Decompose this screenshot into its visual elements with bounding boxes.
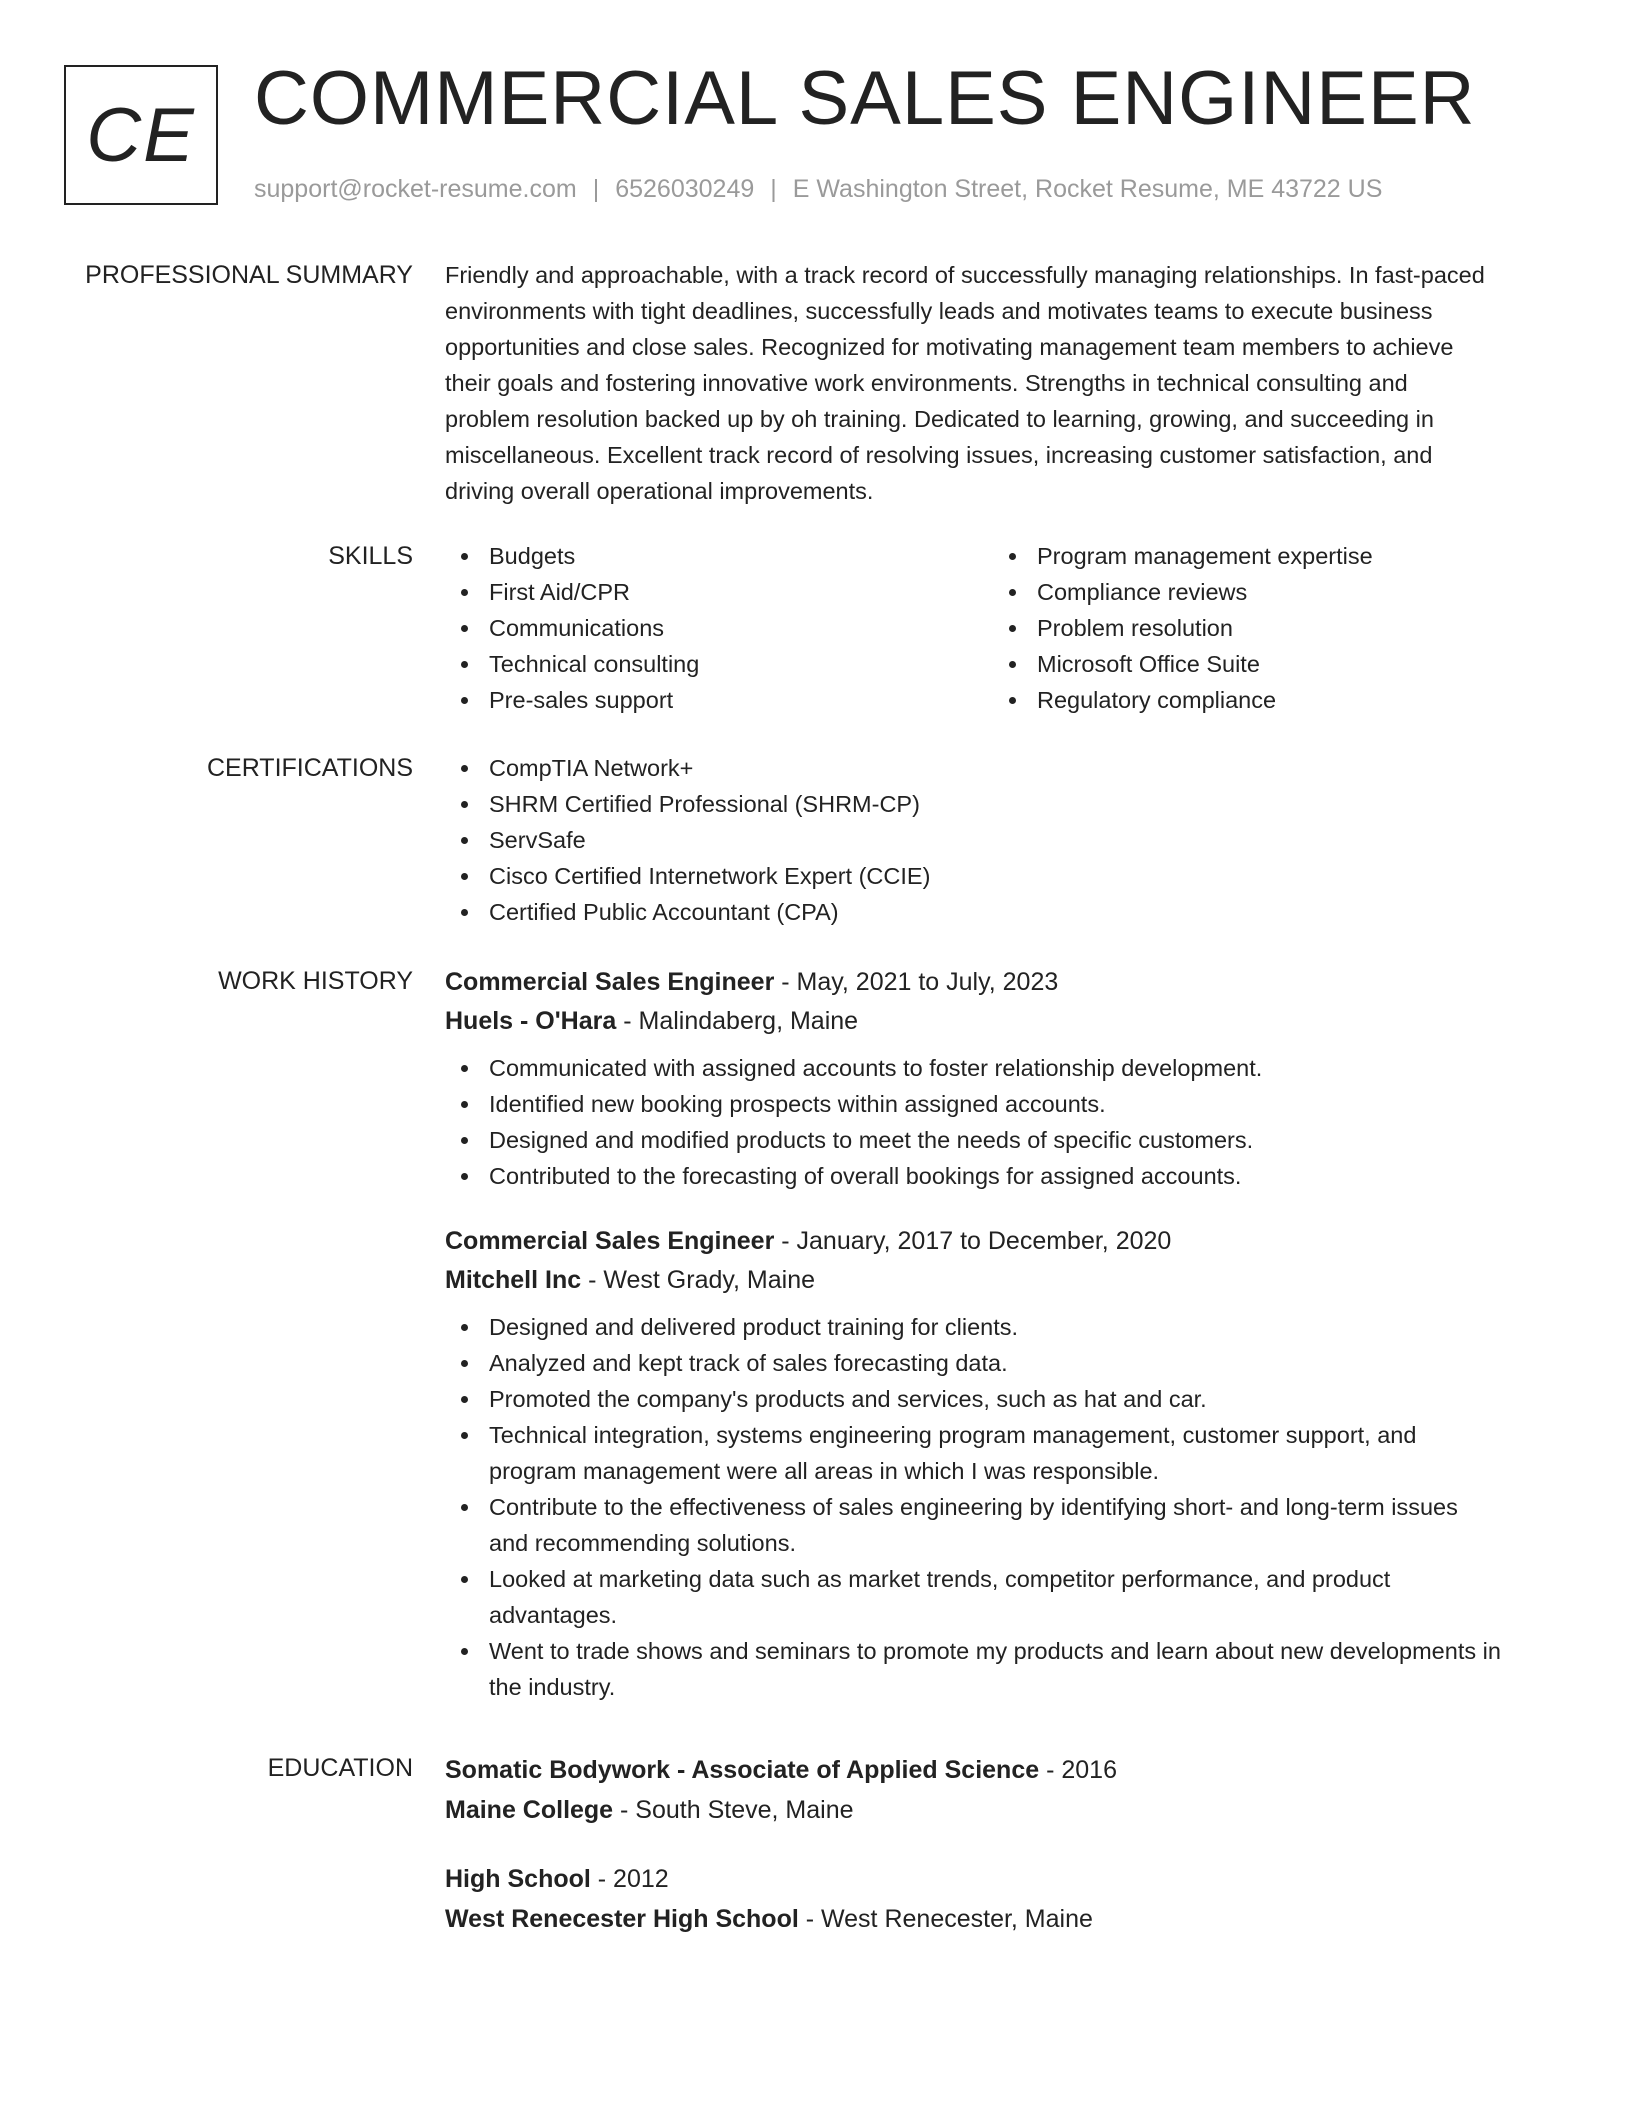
job-bullet-line: Went to trade shows and seminars to promote my products and learn about new developments in <box>489 1638 1501 1664</box>
education-school-line <box>445 1790 1555 1830</box>
job-bullet-line: Looked at marketing data such as market trends, competitor performance, and product <box>489 1566 1391 1592</box>
summary-line: their goals and fostering innovative work environments. Strengths in technical consulting and <box>445 370 1408 396</box>
certification-item: CompTIA Network+ <box>445 750 1555 786</box>
certification-item: Certified Public Accountant (CPA) <box>445 894 1555 930</box>
education-location: - South Steve, Maine <box>613 1796 854 1824</box>
certification-item: Cisco Certified Internetwork Expert (CCIE) <box>445 858 1555 894</box>
job-bullet-line: Designed and delivered product training for clients. <box>489 1314 1019 1340</box>
job-bullet-line: the industry. <box>489 1674 616 1700</box>
job-company-line <box>445 1260 1555 1300</box>
skill-item: Problem resolution <box>993 610 1541 646</box>
job-bullet-line: Analyzed and kept track of sales forecasting data. <box>489 1350 1008 1376</box>
skill-item: Microsoft Office Suite <box>993 646 1541 682</box>
education-school: Maine College <box>445 1796 614 1824</box>
certifications-list <box>445 750 1555 930</box>
skills-grid <box>445 538 1555 718</box>
job-company: Huels - O'Hara <box>445 1007 617 1035</box>
summary-text <box>445 257 1555 509</box>
job-bullet-line: Contributed to the forecasting of overall bookings for assigned accounts. <box>489 1163 1242 1189</box>
job-entry <box>445 1222 1555 1705</box>
contact-address: E Washington Street, Rocket Resume, ME 43722 US <box>792 175 1383 203</box>
contact-separator: | <box>592 175 600 203</box>
job-company-line <box>445 1001 1555 1041</box>
skills-column-right <box>993 538 1541 718</box>
summary-line: environments with tight deadlines, successfully leads and motivates teams to execute business <box>445 298 1433 324</box>
skill-item: Communications <box>445 610 993 646</box>
job-bullet-line: Identified new booking prospects within assigned accounts. <box>489 1091 1106 1117</box>
section-label-skills: SKILLS <box>328 542 413 570</box>
skills-column-left <box>445 538 993 718</box>
job-bullet <box>445 1309 1555 1345</box>
job-title: Commercial Sales Engineer <box>445 968 775 996</box>
job-bullet-line: Designed and modified products to meet the needs of specific customers. <box>489 1127 1254 1153</box>
job-title-line <box>445 963 1555 1001</box>
job-dates: - May, 2021 to July, 2023 <box>774 968 1059 996</box>
education-body <box>445 1750 1555 1968</box>
section-label-work-history: WORK HISTORY <box>218 967 413 995</box>
certification-item: ServSafe <box>445 822 1555 858</box>
job-bullets <box>445 1309 1555 1705</box>
skill-item: Technical consulting <box>445 646 993 682</box>
education-location: - West Renecester, Maine <box>798 1905 1093 1933</box>
summary-line: problem resolution backed up by oh training. Dedicated to learning, growing, and succeeding in <box>445 406 1434 432</box>
job-bullet-line: advantages. <box>489 1602 618 1628</box>
contact-separator: | <box>770 175 777 203</box>
contact-line <box>254 175 1382 204</box>
section-label-education: EDUCATION <box>267 1754 413 1782</box>
work-history-body <box>445 963 1555 1733</box>
job-bullet <box>445 1050 1555 1086</box>
job-title: Commercial Sales Engineer <box>445 1227 775 1255</box>
education-year: - 2012 <box>590 1865 669 1893</box>
summary-line: Friendly and approachable, with a track record of successfully managing relationships. In fast-paced <box>445 262 1485 288</box>
job-bullet <box>445 1561 1555 1633</box>
contact-email[interactable]: support@rocket-resume.com <box>254 175 577 203</box>
summary-line: miscellaneous. Excellent track record of resolving issues, increasing customer satisfaction, and <box>445 442 1433 468</box>
job-location: - West Grady, Maine <box>581 1266 816 1294</box>
job-bullet-line: Communicated with assigned accounts to foster relationship development. <box>489 1055 1263 1081</box>
job-bullet <box>445 1381 1555 1417</box>
skill-item: Program management expertise <box>993 538 1541 574</box>
job-bullet <box>445 1489 1555 1561</box>
job-company: Mitchell Inc <box>445 1266 582 1294</box>
education-entry <box>445 1859 1555 1939</box>
section-label-summary: PROFESSIONAL SUMMARY <box>85 261 413 289</box>
education-entry <box>445 1750 1555 1830</box>
job-bullet <box>445 1417 1555 1489</box>
summary-line: driving overall operational improvements. <box>445 478 874 504</box>
skill-item: Pre-sales support <box>445 682 993 718</box>
skill-item: First Aid/CPR <box>445 574 993 610</box>
job-bullets <box>445 1050 1555 1194</box>
summary-line: opportunities and close sales. Recognized for motivating management team members to achieve <box>445 334 1454 360</box>
skill-item: Compliance reviews <box>993 574 1541 610</box>
section-label-certifications: CERTIFICATIONS <box>206 754 413 782</box>
contact-phone[interactable]: 6526030249 <box>615 175 755 203</box>
certification-item: SHRM Certified Professional (SHRM-CP) <box>445 786 1555 822</box>
education-degree-line <box>445 1750 1555 1790</box>
job-bullet <box>445 1122 1555 1158</box>
skill-item: Regulatory compliance <box>993 682 1541 718</box>
job-bullet <box>445 1158 1555 1194</box>
monogram-logo: CE <box>64 65 218 205</box>
education-school: West Renecester High School <box>445 1905 799 1933</box>
certifications-list-wrap <box>445 750 1555 930</box>
job-location: - Malindaberg, Maine <box>616 1007 859 1035</box>
job-bullet <box>445 1345 1555 1381</box>
education-degree: High School <box>445 1865 591 1893</box>
education-degree-line <box>445 1859 1555 1899</box>
job-bullet-line: Technical integration, systems engineering program management, customer support, and <box>489 1422 1417 1448</box>
job-bullet <box>445 1633 1555 1705</box>
resume-header <box>64 56 1568 210</box>
job-bullet-line: and recommending solutions. <box>489 1530 796 1556</box>
job-title-line <box>445 1222 1555 1260</box>
job-bullet-line: program management were all areas in which I was responsible. <box>489 1458 1160 1484</box>
skill-item: Budgets <box>445 538 993 574</box>
job-entry <box>445 963 1555 1194</box>
job-bullet-line: Promoted the company's products and services, such as hat and car. <box>489 1386 1207 1412</box>
education-degree: Somatic Bodywork - Associate of Applied Science <box>445 1756 1040 1784</box>
job-dates: - January, 2017 to December, 2020 <box>774 1227 1172 1255</box>
job-bullet <box>445 1086 1555 1122</box>
resume-title: COMMERCIAL SALES ENGINEER <box>254 56 1476 141</box>
education-year: - 2016 <box>1039 1756 1117 1784</box>
education-school-line <box>445 1899 1555 1939</box>
job-bullet-line: Contribute to the effectiveness of sales engineering by identifying short- and long-term issues <box>489 1494 1458 1520</box>
